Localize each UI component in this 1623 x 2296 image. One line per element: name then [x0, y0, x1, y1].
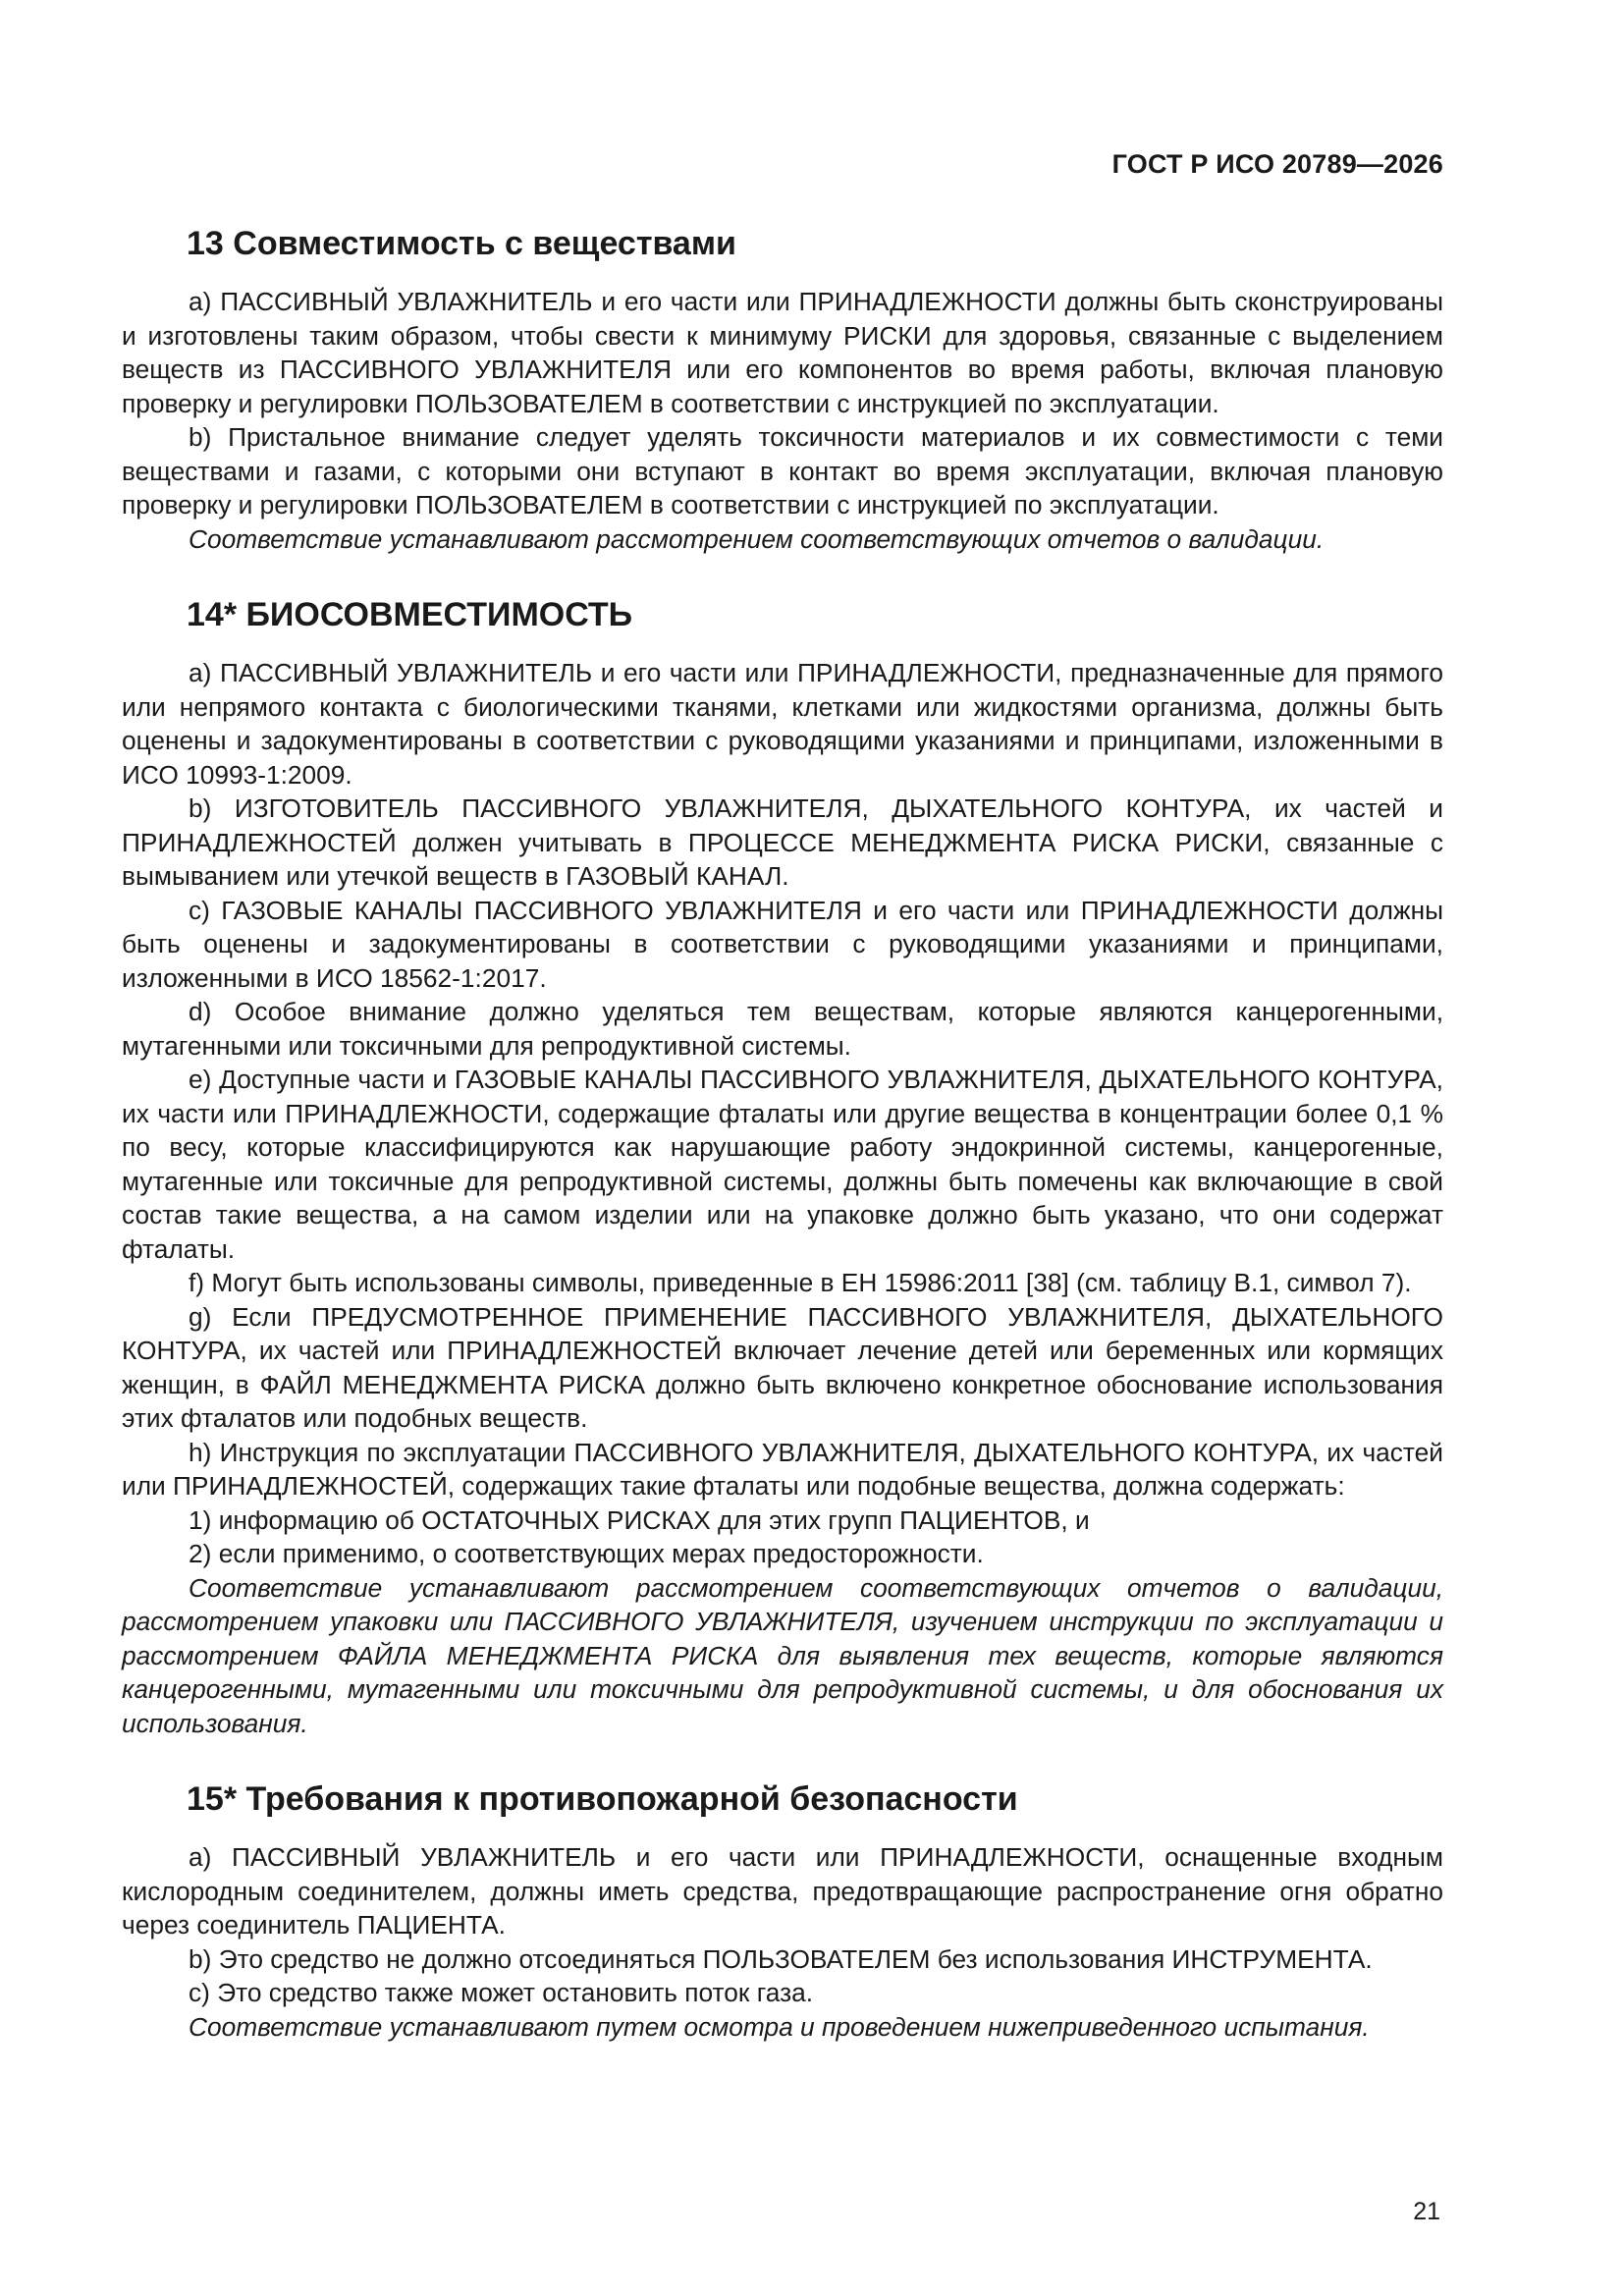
- paragraph-15-b: b) Это средство не должно отсоединяться ПОЛЬЗОВАТЕЛЕМ без использования ИНСТРУМЕНТА.: [189, 1943, 1373, 1974]
- paragraph-14-f: f) Могут быть использованы символы, приведенные в ЕН 15986:2011 [38] (см. таблицу В.1, символ 7).: [189, 1268, 1412, 1297]
- paragraph-14-e: e) Доступные части и ГАЗОВЫЕ КАНАЛЫ ПАССИВНОГО УВЛАЖНИТЕЛЯ, ДЫХАТЕЛЬНОГО КОНТУРА, их части или ПРИНАДЛЕЖНОСТИ, содержащие фталаты или другие вещества в концентрации более 0,1 % по весу, которые классифицируются как нарушающие работу эндокринной системы, канцерогенные, мутагенные или токсичные для репродуктивной системы, должны быть помечены как включающие в свой состав такие вещества, а на самом изделии или на упаковке должно быть указано, что они содержат фталаты.: [122, 1065, 1443, 1264]
- paragraph-13-a: a) ПАССИВНЫЙ УВЛАЖНИТЕЛЬ и его части или ПРИНАДЛЕЖНОСТИ должны быть сконструированы и изготовлены таким образом, чтобы свести к минимуму РИСКИ для здоровья, связанные с выделением веществ из ПАССИВНОГО УВЛАЖНИТЕЛЯ или его компонентов во время работы, включая плановую проверку и регулировки ПОЛЬЗОВАТЕЛЕМ в соответствии с инструкцией по эксплуатации.: [122, 287, 1443, 418]
- section-title: 13 Совместимость с веществами: [187, 225, 736, 262]
- paragraph-14-d: d) Особое внимание должно уделяться тем веществам, которые являются канцерогенными, мутагенными или токсичными для репродуктивной системы.: [122, 997, 1443, 1061]
- document-code: ГОСТ Р ИСО 20789—2026: [1111, 149, 1443, 179]
- page-number: 21: [1413, 2198, 1440, 2225]
- section-14: [122, 593, 1443, 1740]
- section-title: 15* Требования к противопожарной безопасности: [187, 1780, 1018, 1818]
- compliance-note: Соответствие устанавливают рассмотрением соответствующих отчетов о валидации.: [189, 523, 1325, 554]
- paragraph-14-g: g) Если ПРЕДУСМОТРЕННОЕ ПРИМЕНЕНИЕ ПАССИВНОГО УВЛАЖНИТЕЛЯ, ДЫХАТЕЛЬНОГО КОНТУРА, их частей или ПРИНАДЛЕЖНОСТЕЙ включает лечение детей или беременных или кормящих женщин, в ФАЙЛ МЕНЕДЖМЕНТА РИСКА должно быть включено конкретное обоснование использования этих фталатов или подобных веществ.: [122, 1301, 1443, 1433]
- paragraph-15-a: a) ПАССИВНЫЙ УВЛАЖНИТЕЛЬ и его части или ПРИНАДЛЕЖНОСТИ, оснащенные входным кислородным соединителем, должны иметь средства, предотвращающие распространение огня обратно через соединитель ПАЦИЕНТА.: [122, 1842, 1443, 1940]
- paragraph-15-c: c) Это средство также может остановить поток газа.: [189, 1978, 814, 2007]
- list-item-1: 1) информацию об ОСТАТОЧНЫХ РИСКАХ для этих групп ПАЦИЕНТОВ, и: [189, 1504, 1090, 1535]
- paragraph-14-c: c) ГАЗОВЫЕ КАНАЛЫ ПАССИВНОГО УВЛАЖНИТЕЛЯ и его части или ПРИНАДЛЕЖНОСТИ должны быть оценены и задокументированы в соответствии с руководящими указаниями и принципами, изложенными в ИСО 18562-1:2017.: [122, 895, 1443, 993]
- paragraph-14-b: b) ИЗГОТОВИТЕЛЬ ПАССИВНОГО УВЛАЖНИТЕЛЯ, ДЫХАТЕЛЬНОГО КОНТУРА, их частей и ПРИНАДЛЕЖНОСТЕЙ должен учитывать в ПРОЦЕССЕ МЕНЕДЖМЕНТА РИСКА РИСКИ, связанные с вымыванием или утечкой веществ в ГАЗОВЫЙ КАНАЛ.: [122, 793, 1443, 891]
- paragraph-13-b: b) Пристальное внимание следует уделять токсичности материалов и их совместимости с теми веществами и газами, с которыми они вступают в контакт во время эксплуатации, включая плановую проверку и регулировки ПОЛЬЗОВАТЕЛЕМ в соответствии с инструкцией по эксплуатации.: [122, 422, 1443, 519]
- paragraph-14-a: a) ПАССИВНЫЙ УВЛАЖНИТЕЛЬ и его части или ПРИНАДЛЕЖНОСТИ, предназначенные для прямого или непрямого контакта с биологическими тканями, клетками или жидкостями организма, должны быть оценены и задокументированы в соответствии с руководящими указаниями и принципами, изложенными в ИСО 10993-1:2009.: [122, 658, 1443, 790]
- compliance-note: Соответствие устанавливают путем осмотра и проведением нижеприведенного испытания.: [189, 2011, 1370, 2042]
- compliance-note: Соответствие устанавливают рассмотрением соответствующих отчетов о валидации, рассмотрением упаковки или ПАССИВНОГО УВЛАЖНИТЕЛЯ, изучением инструкции по эксплуатации и рассмотрением ФАЙЛА МЕНЕДЖМЕНТА РИСКА для выявления тех веществ, которые являются канцерогенными, мутагенными или токсичными для репродуктивной системы, и для обоснования их использования.: [122, 1572, 1443, 1738]
- section-15: [122, 1777, 1443, 2044]
- section-13: [122, 222, 1443, 556]
- section-title: 14* БИОСОВМЕСТИМОСТЬ: [187, 596, 633, 633]
- paragraph-14-h: h) Инструкция по эксплуатации ПАССИВНОГО УВЛАЖНИТЕЛЯ, ДЫХАТЕЛЬНОГО КОНТУРА, их частей или ПРИНАДЛЕЖНОСТЕЙ, содержащих такие фталаты или подобные вещества, должна содержать:: [122, 1437, 1443, 1501]
- list-item-2: 2) если применимо, о соответствующих мерах предосторожности.: [189, 1539, 984, 1568]
- document-body: [122, 222, 1443, 2044]
